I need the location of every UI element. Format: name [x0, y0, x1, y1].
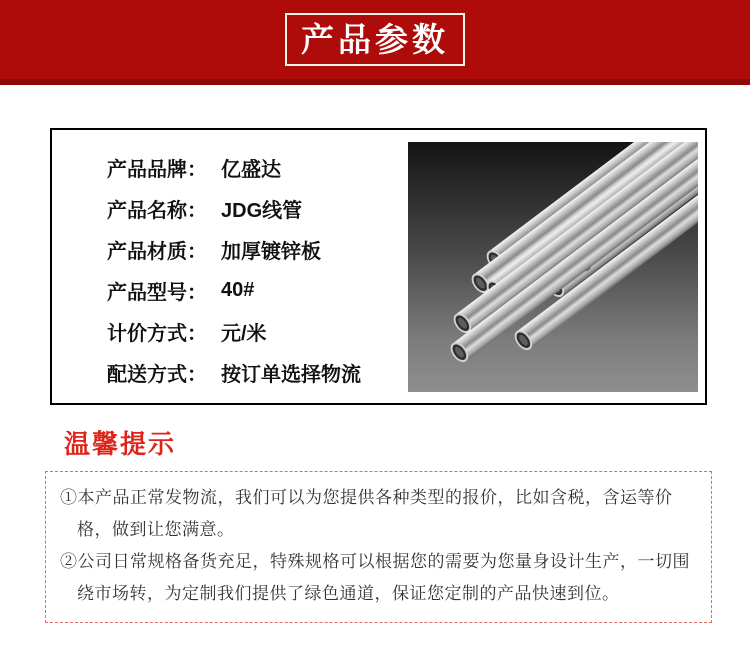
section-title-box [285, 13, 465, 67]
tip-item-2: ②公司日常规格备货充足，特殊规格可以根据您的需要为您量身设计生产，一切围绕市场转，为定制我们提供了绿色通道，保证您定制的产品快速到位。 [60, 552, 690, 603]
spec-value: JDG线管 [221, 200, 303, 222]
spec-value: 元/米 [221, 323, 267, 345]
spec-row-model [107, 270, 361, 311]
spec-label: 产品型号： [107, 282, 207, 304]
spec-value: 亿盛达 [221, 159, 281, 181]
spec-row-material [107, 229, 361, 270]
section-banner [0, 0, 750, 85]
spec-value: 加厚镀锌板 [221, 241, 321, 263]
spec-row-brand [107, 147, 361, 188]
spec-value: 按订单选择物流 [221, 364, 361, 386]
spec-row-shipping [107, 352, 361, 393]
spec-label: 产品品牌： [107, 159, 207, 181]
spec-label: 配送方式： [107, 364, 207, 386]
spec-value: 40# [221, 279, 255, 301]
tips-heading: 温馨提示 [64, 429, 177, 459]
product-spec-box [50, 128, 707, 405]
spec-list [107, 147, 361, 393]
section-title: 产品参数 [301, 20, 449, 58]
spec-row-pricing [107, 311, 361, 352]
pipes-illustration [408, 142, 698, 392]
spec-row-name [107, 188, 361, 229]
tip-item-1: ①本产品正常发物流，我们可以为您提供各种类型的报价，比如含税，含运等价格，做到让您满意。 [60, 488, 673, 539]
spec-label: 计价方式： [107, 323, 207, 345]
spec-label: 产品名称： [107, 200, 207, 222]
tips-box [45, 471, 712, 623]
spec-label: 产品材质： [107, 241, 207, 263]
product-photo [408, 142, 698, 392]
